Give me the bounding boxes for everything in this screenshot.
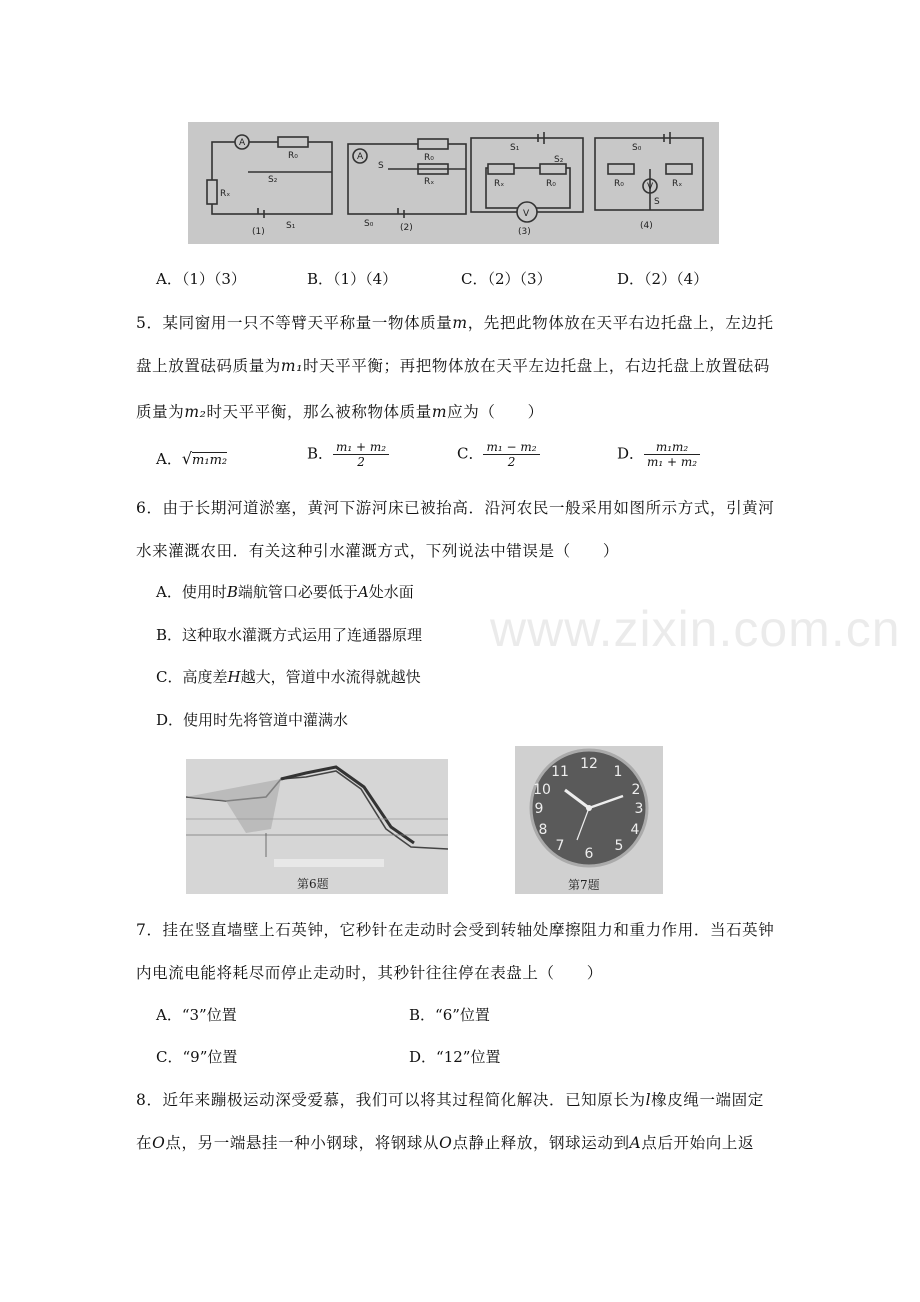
c1-s1-label: S₁ [286,221,296,231]
c4-v-label: V [647,182,654,192]
q6-option-a[interactable]: A．使用时B端航管口必要低于A处水面 [156,583,414,601]
q7-option-c[interactable]: C．“9”位置 [156,1048,238,1066]
q7-line-2: 内电流电能将耗尽而停止走动时，其秒针往往停在表盘上（ ） [136,964,603,982]
fig7-caption: 第7题 [568,878,600,892]
q5-line-3: 质量为m₂时天平平衡，那么被称物体质量m应为（ ） [136,403,544,421]
irrigation-diagram [186,759,448,894]
c1-r0-label: R₀ [288,151,298,161]
q6-option-c[interactable]: C．高度差H越大，管道中水流得就越快 [156,668,421,686]
q7-line-1: 7．挂在竖直墙壁上石英钟，它秒针在走动时会受到转轴处摩擦阻力和重力作用．当石英钟 [136,921,775,939]
watermark: www.zixin.com.cn [490,601,901,657]
q7-option-b[interactable]: B．“6”位置 [409,1006,490,1024]
q6-line-2: 水来灌溉农田．有关这种引水灌溉方式，下列说法中错误是（ ） [136,542,620,560]
c2-caption: (2) [400,223,413,233]
svg-text:9: 9 [534,801,544,817]
q5-option-c[interactable]: C． $\frac{\text{m₁ − m₂}}{2}$ [457,440,540,469]
c3-caption: (3) [518,227,531,237]
q4-option-a[interactable]: A．（1）（3） [156,270,246,288]
svg-text:1: 1 [613,764,623,780]
q4-option-c[interactable]: C．（2）（3） [461,270,552,288]
c4-s-label: S [654,197,660,207]
c3-r0-label: R₀ [546,179,556,189]
c3-v-label: V [523,209,530,219]
q5-line-2: 盘上放置砝码质量为m₁时天平平衡；再把物体放在天平左边托盘上，右边托盘上放置砝码 [136,357,770,375]
c2-r0-label: R₀ [424,153,434,163]
svg-text:7: 7 [555,838,565,854]
q5-option-a[interactable]: A．√m₁m₂ [156,449,228,468]
c3-s1-label: S₁ [510,143,520,153]
svg-text:8: 8 [538,822,548,838]
c2-s0-label: S₀ [364,219,374,229]
c1-s2-label: S₂ [268,175,278,185]
q6-line-1: 6．由于长期河道淤塞，黄河下游河床已被抬高．沿河农民一般采用如图所示方式，引黄河 [136,499,775,517]
q8-line-1: 8．近年来蹦极运动深受爱慕，我们可以将其过程简化解决．已知原长为l橡皮绳一端固定 [136,1091,764,1109]
q5-option-d[interactable]: D． $\frac{\text{m₁m₂}}{\text{m₁ + m₂}}$ [617,440,700,469]
svg-text:12: 12 [580,756,598,772]
fig6-caption: 第6题 [297,877,329,891]
c2-rx-label: Rₓ [424,177,435,187]
svg-text:5: 5 [614,838,624,854]
c4-caption: (4) [640,221,653,231]
irrigation-figure [186,759,448,894]
q7-option-d[interactable]: D．“12”位置 [409,1048,501,1066]
q6-option-b[interactable]: B．这种取水灌溉方式运用了连通器原理 [156,626,423,644]
c3-rx-label: Rₓ [494,179,505,189]
c1-rx-label: Rₓ [220,189,231,199]
q5-line-1: 5．某同窗用一只不等臂天平称量一物体质量m，先把此物体放在天平右边托盘上，左边托 [136,314,774,332]
c4-r0-label: R₀ [614,179,624,189]
svg-text:11: 11 [551,764,569,780]
q6-option-d[interactable]: D．使用时先将管道中灌满水 [156,711,349,729]
svg-text:10: 10 [533,782,551,798]
svg-text:4: 4 [630,822,640,838]
clock-figure [515,746,663,894]
q5-option-b[interactable]: B． $\frac{\text{m₁ + m₂}}{2}$ [307,440,389,469]
q4-option-b[interactable]: B．（1）（4） [307,270,398,288]
c1-a-label: A [239,138,246,148]
svg-text:6: 6 [584,846,594,862]
q7-option-a[interactable]: A．“3”位置 [156,1006,237,1024]
c2-s-label: S [378,161,384,171]
circuit-diagrams [188,122,719,244]
circuit-figure [188,122,719,244]
c4-rx-label: Rₓ [672,179,683,189]
c4-s0-label: S₀ [632,143,642,153]
q8-line-2: 在O点，另一端悬挂一种小钢球，将钢球从O点静止释放，钢球运动到A点后开始向上返 [136,1134,755,1152]
c1-caption: (1) [252,227,265,237]
svg-text:2: 2 [631,782,641,798]
q4-option-d[interactable]: D．（2）（4） [617,270,709,288]
svg-text:3: 3 [634,801,644,817]
c2-a-label: A [357,152,364,162]
clock-face [515,746,663,894]
c3-s2-label: S₂ [554,155,564,165]
